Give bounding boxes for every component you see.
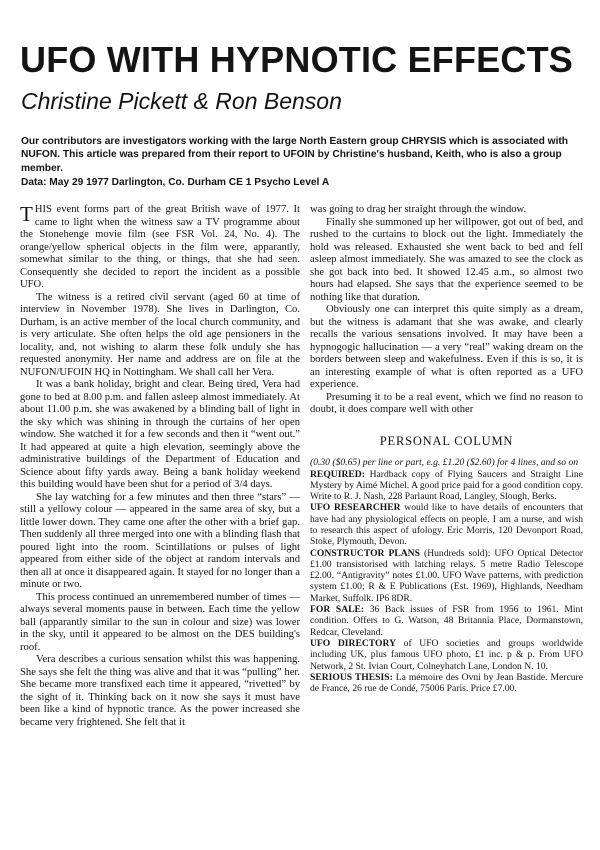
article-right-column xyxy=(310,204,583,834)
personal-column-heading: PERSONAL COLUMN xyxy=(379,433,514,448)
ad-heading: CONSTRUCTOR PLANS xyxy=(310,547,420,559)
personal-column-rates: (0.30 ($0.65) per line or part, e.g. £1.20 ($2.60) for 4 lines, and so on xyxy=(310,457,579,468)
ad-heading: UFO DIRECTORY xyxy=(310,637,397,649)
ad-text: 36 Back issues of FSR from 1956 to 1961. Mint condition. Offers to G. Watson, 48 Britannia Place, Dormanstown, Redcar, Cleveland. xyxy=(310,604,583,638)
article-paragraph: She lay watching for a few minutes and then three “stars” — still a yellowy colour — appeared in the same area of sky, but a little lower down. They came one after the other with a brief gap. Then suddenly all three merged into one with a blinding flash that poured light into the room. Scintillations or pulses of light appeared from either side of the object at random intervals and then all at once it disappeared again. It stayed for no longer than a minute or two. xyxy=(20,491,300,590)
article-paragraph: The witness is a retired civil servant (aged 60 at time of interview in November 1978). She lives in Darlington, Co. Durham, is an active member of the local church community, and is very articulate. She often helps the old age pensioners in the locality, and, not wishing to alarm these folk unduly she has requested anonymity. Her name and address are on file at the NUFON/UFOIN HQ in Nottingham. We shall call her Vera. xyxy=(20,291,300,378)
article-title: UFO WITH HYPNOTIC EFFECTS xyxy=(20,39,573,80)
ad-heading: REQUIRED: xyxy=(310,468,365,480)
ad-heading: SERIOUS THESIS: xyxy=(310,671,393,683)
classified-ad xyxy=(310,638,583,672)
classified-ad xyxy=(310,502,583,547)
ad-text: of UFO societies and groups worldwide including UK, plus famous UFO photo, £1 inc. p & p. From UFO Network, 2 St. Ivian Court, Colneyhatch Lane, London N. 10. xyxy=(310,637,583,672)
article-paragraph: It was a bank holiday, bright and clear. Being tired, Vera had gone to bed at 8.00 p.m. and fallen asleep almost immediately. At about 11.00 p.m. she was awakened by a blinding ball of light in the sky which was shining in through the curtains of her open window. She watched it for a few seconds and then it “went out.” It had appeared at quite a high elevation, seemingly above the administrative buildings of the Department of Education and Science about fifty yards away. Being a bank holiday weekend this building would have been shut for a period of 3/4 days. xyxy=(20,379,300,490)
article-left-column xyxy=(20,204,300,834)
classified-ad xyxy=(310,469,583,503)
classified-ad xyxy=(310,672,583,695)
article-authors: Christine Pickett & Ron Benson xyxy=(21,88,342,114)
article-paragraph xyxy=(20,204,300,292)
article-paragraph: Obviously one can interpret this quite simply as a dream, but the witness is adamant that she was awake, and clearly recalls the various sensations involved. It may have been a hypnogogic hallucination — a very “real” waking dream on the borders between sleep and wakefulness. Even if this is so, it is an interesting example of what is often reported as a UFO experience. xyxy=(310,304,583,390)
ad-text: La mémoire des Ovni by Jean Bastide. Mercure de France, 26 rue de Condé, 75006 Paris. Price £7.00. xyxy=(310,671,583,695)
article-paragraph: Presuming it to be a real event, which we find no reason to doubt, it does compare well with other xyxy=(310,391,583,415)
article-intro: Our contributors are investigators working with the large North Eastern group CHRYSIS which is associated with NUFON. This article was prepared from their report to UFOIN by Christine's husband, Keith, who is also a group member. xyxy=(21,136,569,174)
ad-text: (Hundreds sold): UFO Optical Detector £1.00 transistorised with latching relays. 5 metre Radio Telescope £2.00. “Antigravity” notes £1.00. UFO Wave patterns, with prediction system £1.00; R & E Publications (Est. 1969), Highlands, Needham Market, Suffolk. IP6 8DR. xyxy=(310,547,583,604)
drop-cap: T xyxy=(20,204,33,226)
paragraph-text: HIS event forms part of the great British wave of 1977. It came to light when the witness saw a TV programme about the Stonehenge movie film (see FSR Vol. 24, No. 4). The orange/yellow spherical objects in the film were, apparantly, somewhat similar to the thing, or things, that she had seen. Consequently she decided to report the incident as a possible UFO. xyxy=(20,204,300,290)
ad-heading: UFO RESEARCHER xyxy=(310,502,401,514)
ad-heading: FOR SALE: xyxy=(310,604,365,616)
classified-ad xyxy=(310,548,583,604)
article-data-line: Data: May 29 1977 Darlington, Co. Durham CE 1 Psycho Level A xyxy=(21,177,330,188)
article-paragraph: Vera describes a curious sensation whilst this was happening. She says she felt the thing was alive and that it was “pulling” her. She became more transfixed each time it appeared, “rivetted” by the sight of it. Thinking back on it now she says it must have been like a kind of hypnotic trance. As the power increased she became very frightened. She felt that it xyxy=(20,654,300,728)
article-paragraph: Finally she summoned up her willpower, got out of bed, and rushed to the curtains to block out the light. Immediately the hold was released. Exhausted she went back to bed and fell asleep almost immediately. She was amazed to see the clock as she got back into bed. It showed 12.45 a.m., so almost two hours had elapsed. She says that the experience seemed to be nothing like that duration. xyxy=(310,216,583,303)
ad-text: Hardback copy of Flying Saucers and Straight Line Mystery by Aimé Michel. A good price paid for a good condition copy. Write to R. J. Nash, 228 Parlaunt Road, Langley, Slough, Berks. xyxy=(310,468,583,503)
classified-ad xyxy=(310,604,583,638)
article-paragraph: was going to drag her straight through the window. xyxy=(310,204,527,215)
article-paragraph: This process continued an unremembered number of times — always several moments pause in between. Each time the yellow ball (apparantly similar to the sun in colour and size) was lower in the sky, until it appeared to be almost on the DES building's roof. xyxy=(20,591,300,653)
ad-text: would like to have details of encounters that have had any physiological effects on people. I am a nurse, and wish to research this aspect of ufology. Eric Morris, 120 Devonport Road, Stoke, Plymouth, Devon. xyxy=(310,502,583,548)
